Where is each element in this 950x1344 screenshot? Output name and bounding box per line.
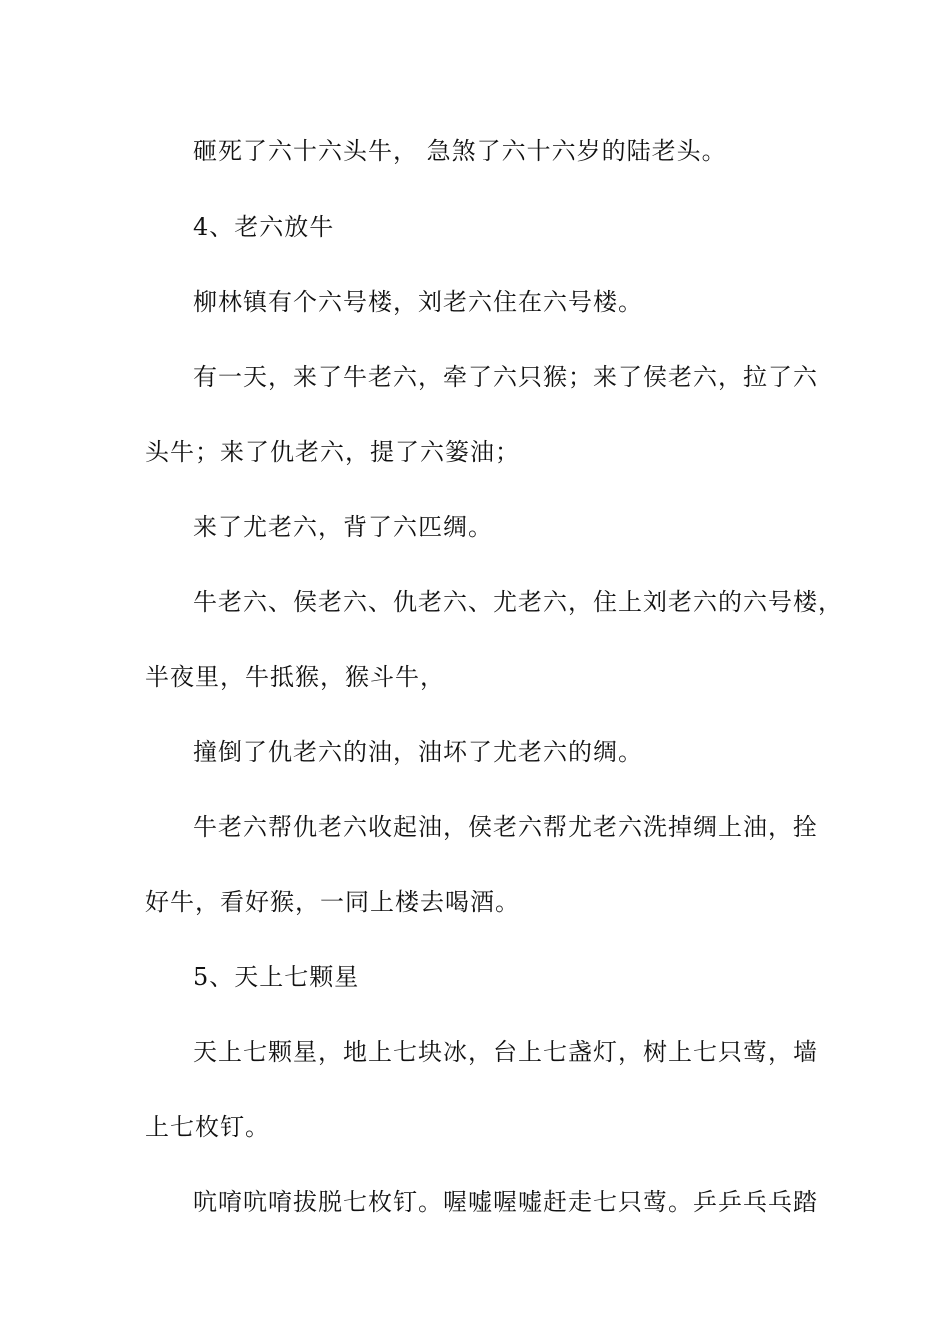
paragraph-line: 牛老六帮仇老六收起油，侯老六帮尤老六洗掉绸上油，拴 <box>193 813 818 841</box>
paragraph-line: 来了尤老六，背了六匹绸。 <box>193 513 493 541</box>
section-heading: 4、老六放牛 <box>193 213 335 241</box>
paragraph-line: 上七枚钉。 <box>145 1113 270 1141</box>
paragraph-line: 柳林镇有个六号楼，刘老六住在六号楼。 <box>193 288 643 316</box>
paragraph-line: 天上七颗星，地上七块冰，台上七盏灯，树上七只莺，墙 <box>193 1038 818 1066</box>
paragraph-line: 牛老六、侯老六、仇老六、尤老六，住上刘老六的六号楼， <box>193 588 843 616</box>
paragraph-line: 撞倒了仇老六的油，油坏了尤老六的绸。 <box>193 738 643 766</box>
paragraph-line: 砸死了六十六头牛， 急煞了六十六岁的陆老头。 <box>193 137 727 165</box>
paragraph-line: 有一天，来了牛老六，牵了六只猴；来了侯老六，拉了六 <box>193 363 818 391</box>
paragraph-line: 好牛，看好猴，一同上楼去喝酒。 <box>145 888 520 916</box>
paragraph-line: 吭唷吭唷拔脱七枚钉。喔嘘喔嘘赶走七只莺。乒乒乓乓踏 <box>193 1188 818 1216</box>
section-heading: 5、天上七颗星 <box>193 963 360 991</box>
paragraph-line: 半夜里，牛抵猴，猴斗牛， <box>145 663 445 691</box>
paragraph-line: 头牛；来了仇老六，提了六篓油； <box>145 438 520 466</box>
